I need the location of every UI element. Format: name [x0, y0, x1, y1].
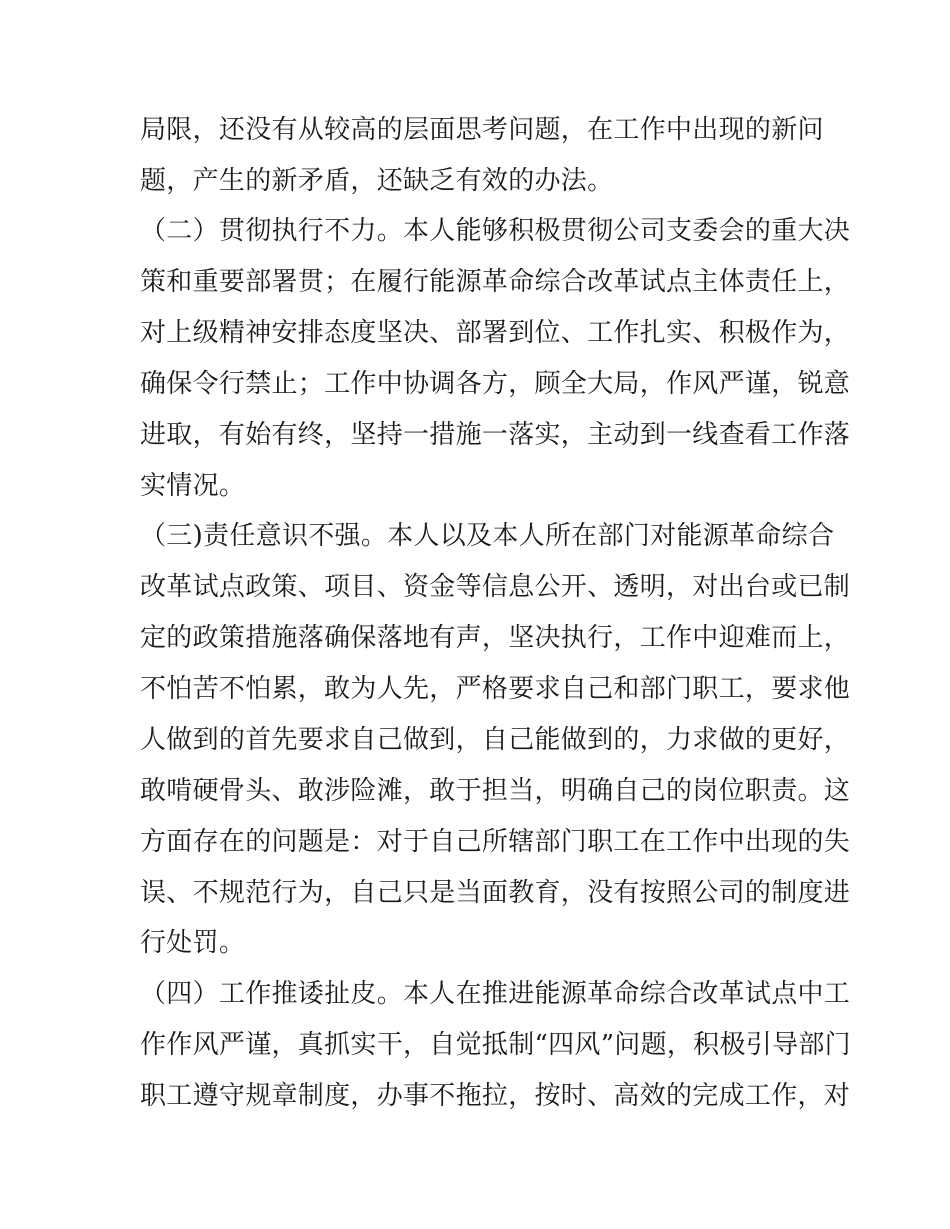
text-line: （三)责任意识不强。本人以及本人所在部门对能源革命综合 [140, 521, 835, 551]
text-line: 对上级精神安排态度坚决、部署到位、工作扎实、积极作为， [140, 318, 851, 348]
text-line: 不怕苦不怕累，敢为人先，严格要求自己和部门职工，要求他 [140, 674, 851, 704]
text-line: 实情况。 [140, 471, 246, 501]
text-line: 确保令行禁止；工作中协调各方，顾全大局，作风严谨，锐意 [140, 369, 851, 399]
text-line: 误、不规范行为，自己只是当面教育，没有按照公司的制度进 [140, 878, 851, 908]
text-line: （二）贯彻执行不力。本人能够积极贯彻公司支委会的重大决 [140, 216, 851, 246]
text-line: 作作风严谨，真抓实干，自觉抵制“四风”问题，积极引导部门 [140, 1030, 851, 1060]
text-line: 进取，有始有终，坚持一措施一落实，主动到一线查看工作落 [140, 420, 851, 450]
text-line: 人做到的首先要求自己做到，自己能做到的，力求做的更好， [140, 725, 851, 755]
text-line: 职工遵守规章制度，办事不拖拉，按时、高效的完成工作，对 [140, 1081, 851, 1111]
text-line: （四）工作推诿扯皮。本人在推进能源革命综合改革试点中工 [140, 979, 851, 1009]
text-line: 敢啃硬骨头、敢涉险滩，敢于担当，明确自己的岗位职责。这 [140, 776, 851, 806]
text-line: 改革试点政策、项目、资金等信息公开、透明，对出台或已制 [140, 572, 851, 602]
text-line: 定的政策措施落确保落地有声，坚决执行，工作中迎难而上， [140, 623, 851, 653]
text-line: 行处罚。 [140, 928, 246, 958]
text-line: 局限，还没有从较高的层面思考问题，在工作中出现的新问 [140, 115, 824, 145]
text-line: 方面存在的问题是：对于自己所辖部门职工在工作中出现的失 [140, 827, 851, 857]
text-line: 题，产生的新矛盾，还缺乏有效的办法。 [140, 166, 614, 196]
text-line: 策和重要部署贯；在履行能源革命综合改革试点主体责任上， [140, 267, 851, 297]
